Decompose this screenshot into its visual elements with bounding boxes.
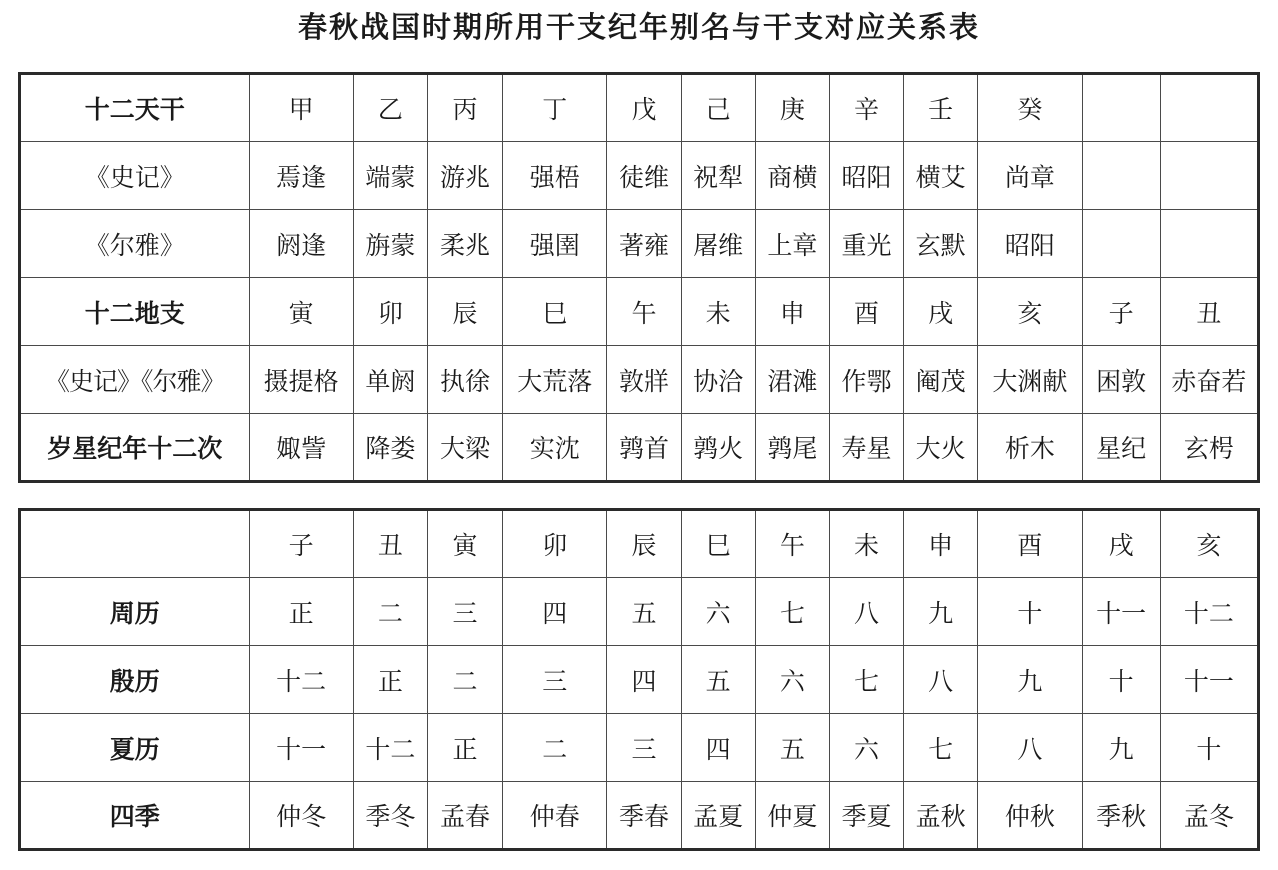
table-cell: 柔兆: [427, 210, 502, 278]
table-cell: 游兆: [427, 142, 502, 210]
table-cell: 季秋: [1082, 782, 1160, 850]
table-cell: 正: [249, 578, 353, 646]
table-row: [20, 510, 1259, 578]
table-cell: 孟夏: [681, 782, 755, 850]
table-cell: 丙: [427, 74, 502, 142]
page-title: 春秋战国时期所用干支纪年别名与干支对应关系表: [297, 10, 980, 44]
table-cell: 五: [607, 578, 681, 646]
table-cell: 协洽: [681, 346, 755, 414]
table-cell: 四: [681, 714, 755, 782]
table-cell: 阏逢: [249, 210, 353, 278]
table-cell: [1160, 74, 1258, 142]
table-row: [20, 278, 1259, 346]
table-cell: 丑: [353, 510, 427, 578]
table-cell: 昭阳: [829, 142, 903, 210]
table-cell: 申: [755, 278, 829, 346]
table-cell: 困敦: [1082, 346, 1160, 414]
table-cell: 丁: [503, 74, 607, 142]
table-cell: 戊: [607, 74, 681, 142]
table-cell: 十一: [1160, 646, 1258, 714]
table-row: [20, 414, 1259, 482]
table-row: [20, 578, 1259, 646]
table-cell: 正: [427, 714, 502, 782]
table-cell: 孟春: [427, 782, 502, 850]
table-cell: 端蒙: [353, 142, 427, 210]
table-cell: 六: [755, 646, 829, 714]
table-cell: 商横: [755, 142, 829, 210]
table-cell: 仲夏: [755, 782, 829, 850]
table-cell: 九: [904, 578, 978, 646]
table-cell: 孟冬: [1160, 782, 1258, 850]
table-cell: 鹑首: [607, 414, 681, 482]
table-cell: 横艾: [904, 142, 978, 210]
table-row: [20, 210, 1259, 278]
table-cell: 七: [829, 646, 903, 714]
table-cell: 十二: [1160, 578, 1258, 646]
row-header: 《史记》: [20, 142, 250, 210]
table-cell: 十: [1160, 714, 1258, 782]
table-cell: 大荒落: [503, 346, 607, 414]
table-cell: 午: [755, 510, 829, 578]
table-cell: 戌: [1082, 510, 1160, 578]
table-cell: [1082, 74, 1160, 142]
table-cell: 强梧: [503, 142, 607, 210]
row-header: 《尔雅》: [20, 210, 250, 278]
table-cell: 大火: [904, 414, 978, 482]
table-cell: 乙: [353, 74, 427, 142]
table-cell: 十一: [249, 714, 353, 782]
table-cell: 二: [353, 578, 427, 646]
table-cell: 辰: [427, 278, 502, 346]
table-cell: 执徐: [427, 346, 502, 414]
row-header: 十二天干: [20, 74, 250, 142]
row-header: [20, 510, 250, 578]
table-cell: [1082, 210, 1160, 278]
table-cell: 卯: [503, 510, 607, 578]
table-cell: 大渊献: [978, 346, 1082, 414]
table-cell: 正: [353, 646, 427, 714]
table-cell: 丑: [1160, 278, 1258, 346]
table-cell: 七: [904, 714, 978, 782]
table-row: [20, 646, 1259, 714]
table-cell: 未: [681, 278, 755, 346]
table-cell: 三: [607, 714, 681, 782]
table-cell: 八: [904, 646, 978, 714]
table-row: [20, 346, 1259, 414]
table-cell: 焉逢: [249, 142, 353, 210]
table-cell: 上章: [755, 210, 829, 278]
table-row: [20, 74, 1259, 142]
table-cell: 卯: [353, 278, 427, 346]
table-cell: 四: [503, 578, 607, 646]
table-cell: 祝犁: [681, 142, 755, 210]
table-cell: 申: [904, 510, 978, 578]
table-cell: 玄枵: [1160, 414, 1258, 482]
table-row: [20, 714, 1259, 782]
table-cell: 实沈: [503, 414, 607, 482]
table-cell: [1160, 210, 1258, 278]
table-cell: 五: [755, 714, 829, 782]
table-cell: 十: [978, 578, 1082, 646]
table-cell: [1082, 142, 1160, 210]
row-header: 夏历: [20, 714, 250, 782]
table-cell: 辰: [607, 510, 681, 578]
table-cell: 辛: [829, 74, 903, 142]
table-cell: 子: [1082, 278, 1160, 346]
table-cell: 十二: [353, 714, 427, 782]
table-cell: 三: [503, 646, 607, 714]
table-cell: 壬: [904, 74, 978, 142]
table-cell: 赤奋若: [1160, 346, 1258, 414]
table-cell: 涒滩: [755, 346, 829, 414]
table-cell: 六: [829, 714, 903, 782]
table-cell: 屠维: [681, 210, 755, 278]
table-cell: 徒维: [607, 142, 681, 210]
table-cell: 十: [1082, 646, 1160, 714]
table-cell: 二: [427, 646, 502, 714]
table-cell: 甲: [249, 74, 353, 142]
table-cell: 仲春: [503, 782, 607, 850]
table-cell: 午: [607, 278, 681, 346]
table-cell: 敦牂: [607, 346, 681, 414]
table-cell: 二: [503, 714, 607, 782]
table-cell: 酉: [978, 510, 1082, 578]
row-header: 《史记》《尔雅》: [20, 346, 250, 414]
table-cell: 亥: [978, 278, 1082, 346]
bottom-table: [18, 508, 1260, 851]
table-cell: 亥: [1160, 510, 1258, 578]
table-cell: 娵訾: [249, 414, 353, 482]
row-header: 四季: [20, 782, 250, 850]
table-cell: 九: [978, 646, 1082, 714]
table-cell: 巳: [503, 278, 607, 346]
table-cell: 癸: [978, 74, 1082, 142]
table-cell: 酉: [829, 278, 903, 346]
table-cell: 昭阳: [978, 210, 1082, 278]
table-cell: 巳: [681, 510, 755, 578]
table-cell: 阉茂: [904, 346, 978, 414]
table-cell: 作鄂: [829, 346, 903, 414]
table-cell: 寅: [249, 278, 353, 346]
table-cell: 强圉: [503, 210, 607, 278]
table-cell: 鹑火: [681, 414, 755, 482]
row-header: 十二地支: [20, 278, 250, 346]
table-cell: 九: [1082, 714, 1160, 782]
table-cell: 玄默: [904, 210, 978, 278]
table-cell: 星纪: [1082, 414, 1160, 482]
table-cell: 庚: [755, 74, 829, 142]
table-cell: 子: [249, 510, 353, 578]
table-cell: 六: [681, 578, 755, 646]
table-cell: 五: [681, 646, 755, 714]
table-cell: 寅: [427, 510, 502, 578]
table-cell: 三: [427, 578, 502, 646]
table-cell: 十二: [249, 646, 353, 714]
table-cell: 鹑尾: [755, 414, 829, 482]
table-cell: 旃蒙: [353, 210, 427, 278]
table-cell: 孟秋: [904, 782, 978, 850]
table-cell: 八: [829, 578, 903, 646]
table-cell: 四: [607, 646, 681, 714]
top-table: [18, 72, 1260, 483]
table-cell: 戌: [904, 278, 978, 346]
table-cell: 析木: [978, 414, 1082, 482]
table-cell: 尚章: [978, 142, 1082, 210]
table-cell: 季春: [607, 782, 681, 850]
table-row: [20, 782, 1259, 850]
table-cell: 著雍: [607, 210, 681, 278]
table-cell: 仲秋: [978, 782, 1082, 850]
row-header: 岁星纪年十二次: [20, 414, 250, 482]
table-cell: 重光: [829, 210, 903, 278]
table-cell: 降娄: [353, 414, 427, 482]
row-header: 周历: [20, 578, 250, 646]
table-cell: 七: [755, 578, 829, 646]
table-cell: 季冬: [353, 782, 427, 850]
table-cell: [1160, 142, 1258, 210]
table-row: [20, 142, 1259, 210]
table-cell: 单阏: [353, 346, 427, 414]
table-cell: 大梁: [427, 414, 502, 482]
table-cell: 仲冬: [249, 782, 353, 850]
table-cell: 摄提格: [249, 346, 353, 414]
table-cell: 未: [829, 510, 903, 578]
table-cell: 八: [978, 714, 1082, 782]
row-header: 殷历: [20, 646, 250, 714]
table-cell: 寿星: [829, 414, 903, 482]
table-cell: 己: [681, 74, 755, 142]
table-cell: 十一: [1082, 578, 1160, 646]
table-cell: 季夏: [829, 782, 903, 850]
